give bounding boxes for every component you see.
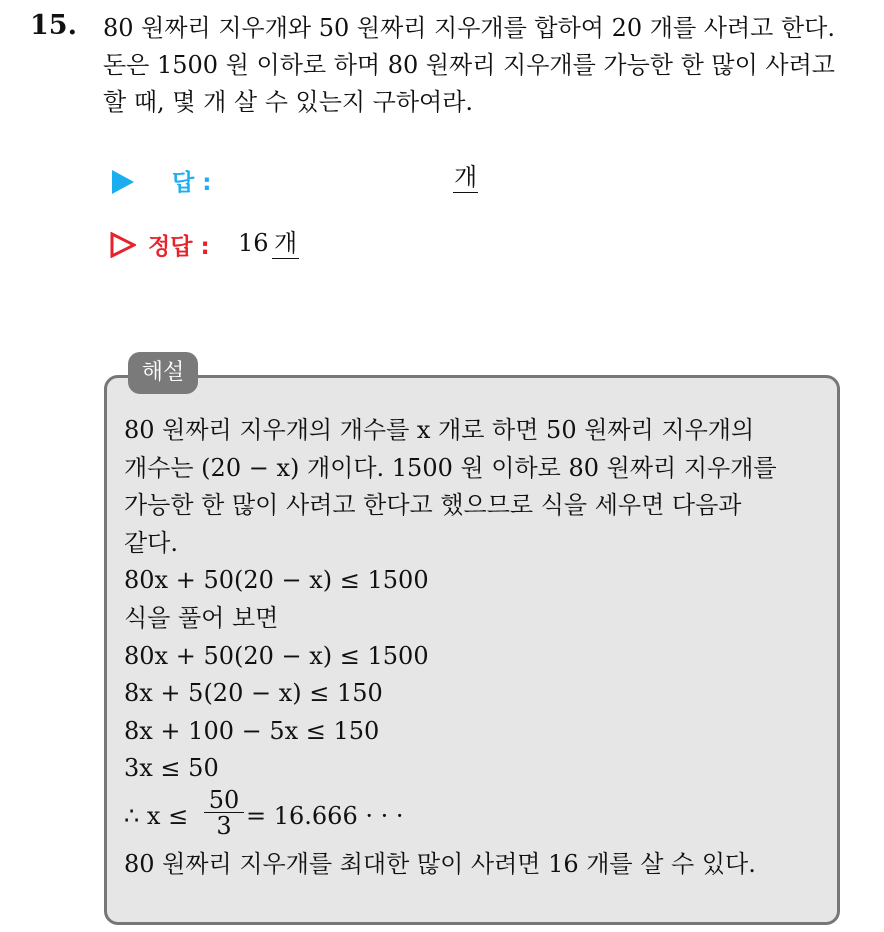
fraction-equation	[124, 785, 834, 844]
solution-label: 정답 :	[148, 234, 210, 260]
explanation-content	[124, 412, 834, 884]
equation-line: 8x + 100 − 5x ≤ 150	[124, 716, 380, 745]
equation-line: 8x + 5(20 − x) ≤ 150	[124, 679, 383, 708]
equation-line: 80x + 50(20 − x) ≤ 1500	[124, 566, 429, 595]
solution-row	[110, 224, 510, 264]
solution-value: 16	[238, 229, 269, 257]
explanation-line: 개수는 (20 − x) 개이다. 1500 원 이하로 80 원짜리 지우개를	[124, 453, 777, 482]
outline-triangle-icon	[110, 232, 136, 258]
explanation-line: 가능한 한 많이 사려고 한다고 했으므로 식을 세우면 다음과	[124, 491, 742, 520]
question-line: 80 원짜리 지우개와 50 원짜리 지우개를 합하여 20 개를 사려고 한다.	[103, 14, 835, 42]
conclusion-line: 80 원짜리 지우개를 최대한 많이 사려면 16 개를 살 수 있다.	[124, 849, 756, 878]
fraction	[204, 785, 244, 840]
question-line: 할 때, 몇 개 살 수 있는지 구하여라.	[103, 88, 474, 116]
question-text	[103, 10, 873, 121]
explanation-tab: 해설	[128, 352, 198, 394]
answer-row	[110, 160, 610, 200]
therefore-text: ∴ x ≤	[124, 801, 189, 830]
answer-label: 답 :	[172, 170, 212, 196]
fraction-denominator: 3	[216, 811, 232, 840]
explanation-line: 80 원짜리 지우개의 개수를 x 개로 하면 50 원짜리 지우개의	[124, 416, 755, 444]
explanation-line: 같다.	[124, 528, 178, 557]
answer-unit: 개	[454, 163, 478, 191]
fraction-numerator: 50	[204, 788, 244, 813]
play-triangle-icon	[112, 170, 134, 194]
fraction-result: = 16.666 · · ·	[246, 801, 404, 830]
equation-line: 3x ≤ 50	[124, 754, 219, 783]
equation-line: 80x + 50(20 − x) ≤ 1500	[124, 641, 429, 670]
solution-unit: 개	[274, 229, 298, 257]
question-line: 돈은 1500 원 이하로 하며 80 원짜리 지우개를 가능한 한 많이 사려고	[103, 51, 835, 79]
explanation-line: 식을 풀어 보면	[124, 603, 279, 632]
question-number: 15.	[30, 10, 77, 41]
